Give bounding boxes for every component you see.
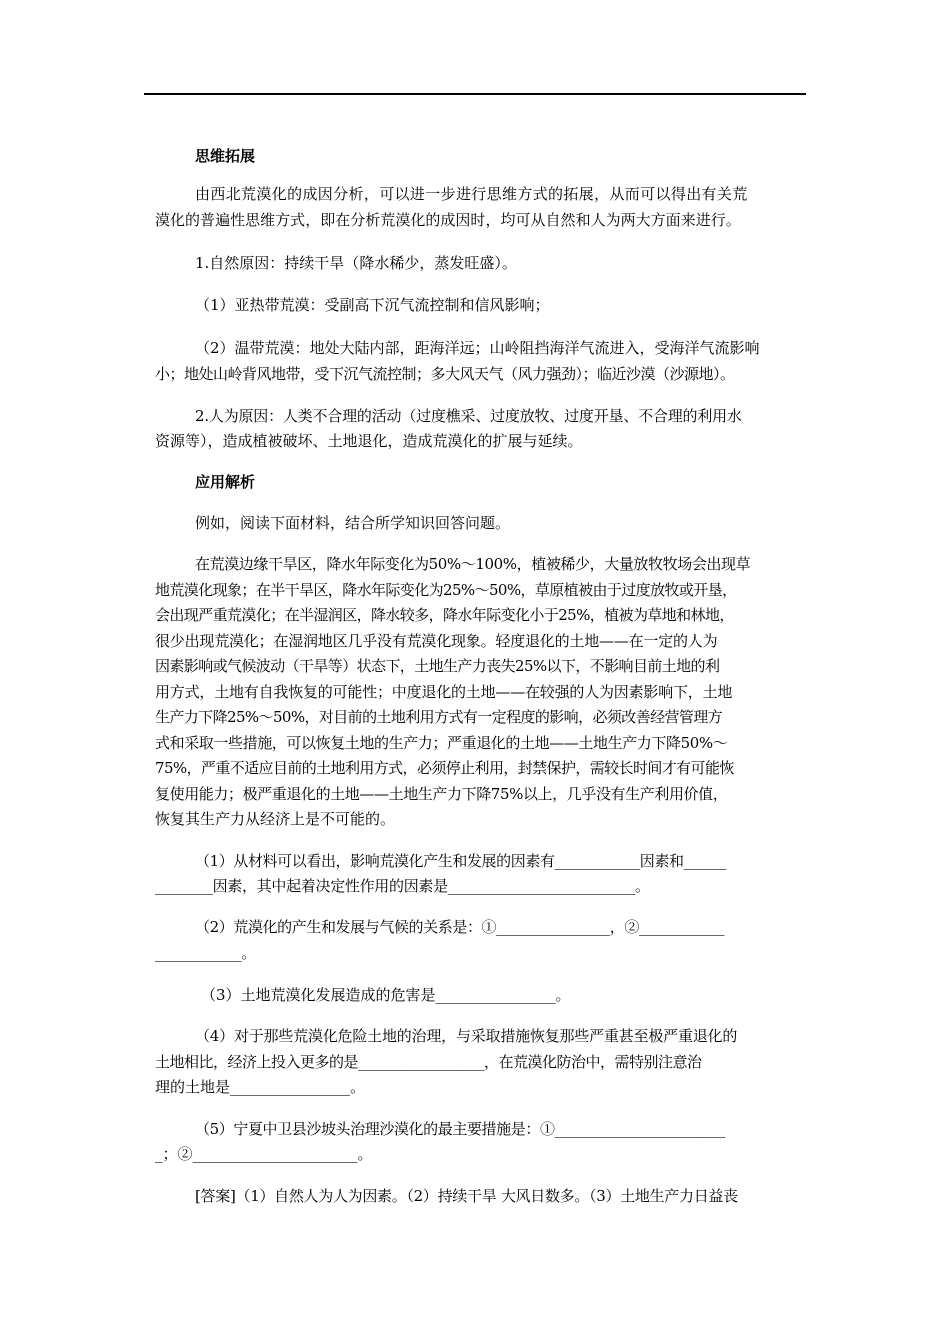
paragraph-line: （2）温带荒漠：地处大陆内部，距海洋远；山岭阻挡海洋气流进入，受海洋气流影响 xyxy=(195,339,760,357)
section-heading: 思维拓展 xyxy=(195,147,256,165)
paragraph-line: 因素影响或气候波动（干旱等）状态下，土地生产力丧失25%以下，不影响目前土地的利 xyxy=(155,657,720,675)
paragraph-line: 例如，阅读下面材料，结合所学知识回答问题。 xyxy=(195,514,511,532)
header-rule xyxy=(144,93,806,95)
paragraph-line: 复使用能力；极严重退化的土地——土地生产力下降75%以上，几乎没有生产利用价值， xyxy=(155,785,728,803)
paragraph-line: 式和采取一些措施，可以恢复土地的生产力；严重退化的土地——土地生产力下降50%～ xyxy=(155,734,728,752)
paragraph-line: 地荒漠化现象；在半干旱区，降水年际变化为25%～50%，草原植被由于过度放牧或开垦， xyxy=(155,581,737,599)
paragraph-line: 很少出现荒漠化；在湿润地区几乎没有荒漠化现象。轻度退化的土地——在一定的人为 xyxy=(155,632,718,650)
paragraph-line: 75%，严重不适应目前的土地利用方式，必须停止利用，封禁保护，需较长时间才有可能恢 xyxy=(155,759,734,777)
question-line: （3）土地荒漠化发展造成的危害是________________。 xyxy=(201,986,571,1004)
paragraph-line: 1.自然原因：持续干旱（降水稀少，蒸发旺盛）。 xyxy=(195,254,517,272)
question-line: （1）从材料可以看出，影响荒漠化产生和发展的因素有____________因素和______ xyxy=(195,852,727,870)
paragraph-line: 资源等），造成植被破坏、土地退化，造成荒漠化的扩展与延续。 xyxy=(155,432,583,450)
paragraph-line: 恢复其生产力从经济上是不可能的。 xyxy=(155,810,396,828)
question-line: （2）荒漠化的产生和发展与气候的关系是：①________________，②____________ xyxy=(195,918,725,936)
question-line: 土地相比，经济上投入更多的是__________________，在荒漠化防治中，需特别注意治 xyxy=(155,1053,702,1071)
paragraph-line: （1）亚热带荒漠：受副高下沉气流控制和信风影响； xyxy=(195,296,550,314)
question-line: 理的土地是________________。 xyxy=(155,1078,366,1096)
question-line: _；②______________________。 xyxy=(155,1145,373,1163)
question-line: （5）宁夏中卫县沙坡头治理沙漠化的最主要措施是：①________________________ xyxy=(195,1120,725,1138)
answer-line: [答案]（1）自然人为人为因素。（2）持续干旱 大风日数多。（3）土地生产力日益丧 xyxy=(195,1187,738,1205)
paragraph-line: 由西北荒漠化的成因分析，可以进一步进行思维方式的拓展，从而可以得出有关荒 xyxy=(195,185,748,203)
paragraph-line: 小；地处山岭背风地带，受下沉气流控制；多大风天气（风力强劲）；临近沙漠（沙源地）。 xyxy=(155,365,735,383)
question-line: （4）对于那些荒漠化危险土地的治理，与采取措施恢复那些严重甚至极严重退化的 xyxy=(195,1027,738,1045)
paragraph-line: 生产力下降25%～50%，对目前的土地利用方式有一定程度的影响，必须改善经营管理方 xyxy=(155,708,723,726)
paragraph-line: 会出现严重荒漠化；在半湿润区，降水较多，降水年际变化小于25%，植被为草地和林地， xyxy=(155,606,734,624)
question-line: ____________。 xyxy=(155,944,257,962)
question-line: ________因素，其中起着决定性作用的因素是__________________________。 xyxy=(155,877,650,895)
paragraph-line: 漠化的普遍性思维方式，即在分析荒漠化的成因时，均可从自然和人为两大方面来进行。 xyxy=(155,211,741,229)
section-heading: 应用解析 xyxy=(195,473,256,491)
paragraph-line: 2.人为原因：人类不合理的活动（过度樵采、过度放牧、过度开垦、不合理的利用水 xyxy=(195,407,742,425)
paragraph-line: 在荒漠边缘干旱区，降水年际变化为50%～100%，植被稀少，大量放牧牧场会出现草 xyxy=(195,555,751,573)
paragraph-line: 用方式，土地有自我恢复的可能性；中度退化的土地——在较强的人为因素影响下，土地 xyxy=(155,683,733,701)
